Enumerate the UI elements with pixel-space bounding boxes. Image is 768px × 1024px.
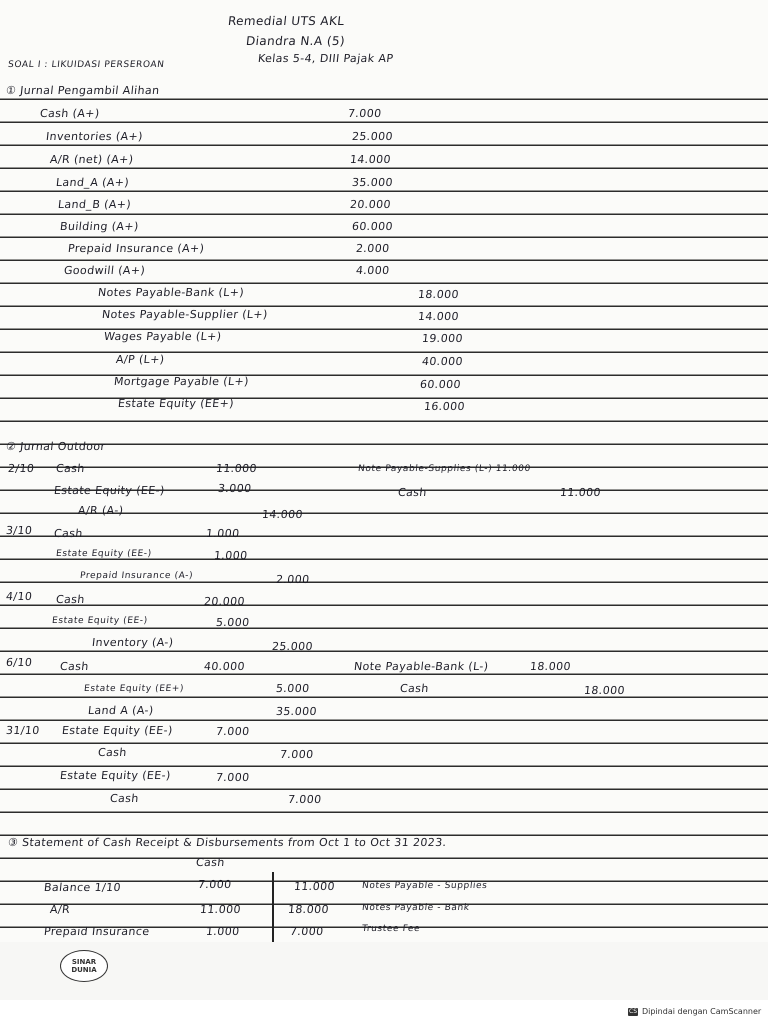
journal-amount: 5.000: [275, 682, 311, 695]
journal-account: A/R (A-): [77, 504, 125, 517]
journal-amount: 18.000: [529, 660, 572, 673]
journal-amount: 14.000: [261, 508, 304, 521]
debit-amount: 2.000: [355, 242, 391, 255]
disbursement-label: Notes Payable - Supplies: [361, 881, 488, 891]
journal-account: Cash: [55, 462, 86, 475]
disbursement-label: Notes Payable - Bank: [361, 903, 471, 913]
credit-amount: 60.000: [419, 378, 462, 391]
camscanner-watermark: [628, 1007, 761, 1016]
class-info: Kelas 5-4, DIII Pajak AP: [257, 52, 395, 65]
sinar-dunia-logo: [60, 950, 108, 982]
debit-account: Land_B (A+): [57, 198, 132, 211]
debit-amount: 35.000: [351, 176, 394, 189]
logo-line2: DUNIA: [71, 966, 97, 974]
journal-account: Estate Equity (EE-): [59, 769, 172, 782]
journal-amount: 1.000: [205, 527, 241, 540]
debit-account: Building (A+): [59, 220, 140, 233]
debit-account: Prepaid Insurance (A+): [67, 242, 206, 255]
journal-account: Cash: [97, 746, 128, 759]
journal-account: Prepaid Insurance (A-): [79, 571, 194, 581]
journal-account: Cash: [397, 486, 428, 499]
debit-amount: 20.000: [349, 198, 392, 211]
debit-account: A/R (net) (A+): [49, 153, 135, 166]
journal-amount: 3.000: [217, 482, 253, 495]
disbursement-amount: 11.000: [293, 880, 336, 893]
credit-account: Mortgage Payable (L+): [113, 375, 250, 388]
document-title: Remedial UTS AKL: [227, 14, 346, 28]
debit-account: Land_A (A+): [55, 176, 130, 189]
journal-amount: 25.000: [271, 640, 314, 653]
logo-line1: SINAR: [71, 958, 97, 966]
credit-amount: 16.000: [423, 400, 466, 413]
journal-amount: 2.000: [275, 573, 311, 586]
journal-account: Cash: [399, 682, 430, 695]
journal-account: Cash: [109, 792, 140, 805]
journal-amount: 18.000: [583, 684, 626, 697]
debit-account: Goodwill (A+): [63, 264, 146, 277]
journal-amount: 7.000: [287, 793, 323, 806]
disbursement-label: Trustee Fee: [361, 924, 421, 934]
credit-amount: 40.000: [421, 355, 464, 368]
receipt-amount: 7.000: [197, 878, 233, 891]
debit-account: Cash (A+): [39, 107, 101, 120]
credit-account: Notes Payable-Supplier (L+): [101, 308, 269, 321]
disbursement-amount: 18.000: [287, 903, 330, 916]
journal-account: Land A (A-): [87, 704, 155, 717]
page-bottom-margin: [0, 942, 768, 1000]
journal-account: Estate Equity (EE-): [53, 484, 166, 497]
journal-account: Note Payable-Bank (L-): [353, 660, 490, 673]
credit-account: Estate Equity (EE+): [117, 397, 235, 410]
camscanner-text: Dipindai dengan CamScanner: [642, 1007, 762, 1016]
journal-account: Estate Equity (EE-): [61, 724, 174, 737]
t-account-divider: [272, 872, 274, 942]
question-title: SOAL I : LIKUIDASI PERSEROAN: [7, 60, 165, 70]
credit-amount: 18.000: [417, 288, 460, 301]
camscanner-icon: CS: [629, 1007, 637, 1015]
debit-amount: 14.000: [349, 153, 392, 166]
entry-date: 2/10: [7, 462, 35, 475]
credit-account: Notes Payable-Bank (L+): [97, 286, 245, 299]
receipt-amount: 11.000: [199, 903, 242, 916]
journal-amount: 1.000: [213, 549, 249, 562]
journal-amount: 7.000: [215, 771, 251, 784]
debit-amount: 25.000: [351, 130, 394, 143]
credit-account: Wages Payable (L+): [103, 330, 223, 343]
receipt-label: Prepaid Insurance: [43, 925, 151, 938]
section1-heading: ① Jurnal Pengambil Alihan: [5, 84, 161, 97]
journal-amount: 7.000: [279, 748, 315, 761]
journal-account: Cash: [53, 527, 84, 540]
journal-amount: 5.000: [215, 616, 251, 629]
debit-amount: 7.000: [347, 107, 383, 120]
receipt-label: A/R: [49, 903, 71, 916]
journal-amount: 40.000: [203, 660, 246, 673]
journal-amount: 35.000: [275, 705, 318, 718]
journal-amount: 7.000: [215, 725, 251, 738]
student-name: Diandra N.A (5): [245, 34, 346, 48]
receipt-label: Balance 1/10: [43, 881, 122, 894]
journal-amount: 20.000: [203, 595, 246, 608]
journal-account: Estate Equity (EE+): [83, 684, 185, 694]
section3-heading: ③ Statement of Cash Receipt & Disbursements from Oct 1 to Oct 31 2023.: [7, 836, 448, 849]
journal-amount: 11.000: [215, 462, 258, 475]
entry-date: 3/10: [5, 524, 33, 537]
entry-date: 6/10: [5, 656, 33, 669]
journal-account: Cash: [55, 593, 86, 606]
debit-account: Inventories (A+): [45, 130, 144, 143]
journal-account: Inventory (A-): [91, 636, 175, 649]
journal-account: Note Payable-Supplies (L-) 11.000: [357, 464, 532, 474]
journal-amount: 11.000: [559, 486, 602, 499]
journal-account: Cash: [59, 660, 90, 673]
journal-account: Estate Equity (EE-): [55, 549, 153, 559]
credit-amount: 19.000: [421, 332, 464, 345]
section2-heading: ② Jurnal Outdoor: [5, 440, 107, 453]
receipt-amount: 1.000: [205, 925, 241, 938]
debit-amount: 4.000: [355, 264, 391, 277]
entry-date: 31/10: [5, 724, 41, 737]
credit-amount: 14.000: [417, 310, 460, 323]
debit-amount: 60.000: [351, 220, 394, 233]
t-account-title: Cash: [195, 856, 226, 869]
journal-account: Estate Equity (EE-): [51, 616, 149, 626]
credit-account: A/P (L+): [115, 353, 166, 366]
entry-date: 4/10: [5, 590, 33, 603]
disbursement-amount: 7.000: [289, 925, 325, 938]
